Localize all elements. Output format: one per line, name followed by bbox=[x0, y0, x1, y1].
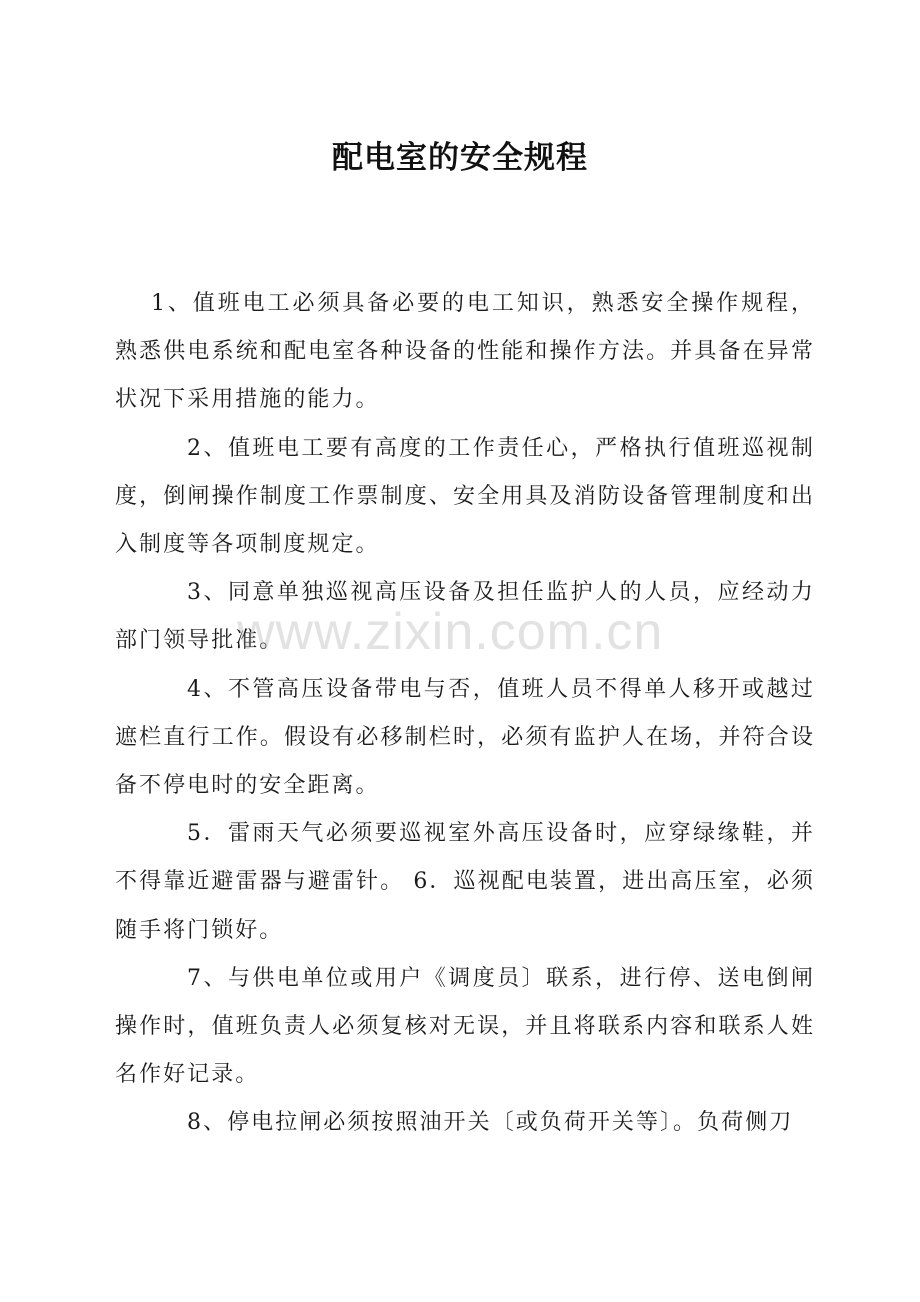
watermark-text: www.zixin.com.cn bbox=[237, 603, 664, 661]
paragraph-7: 8、停电拉闸必须按照油开关〔或负荷开关等〕。负荷侧刀 bbox=[187, 1110, 794, 1136]
paragraph-1: 1、值班电工必须具备必要的电工知识，熟悉安全操作规程，熟悉供电系统和配电室各种设备的性能和操作方法。并具备在异常状况下采用措施的能力。 bbox=[115, 291, 815, 413]
paragraph-6: 7、与供电单位或用户《调度员〕联系，进行停、送电倒闸操作时，值班负责人必须复核对无误，并且将联系内容和联系人姓名作好记录。 bbox=[115, 965, 815, 1088]
paragraph-5: 5．雷雨天气必须要巡视室外高压设备时，应穿绿缘鞋，并不得靠近避雷器与避雷针。 6．巡视配电装置，进出高压室，必须随手将门锁好。 bbox=[115, 821, 815, 943]
document-body bbox=[115, 280, 815, 1148]
paragraph-4: 4、不管高压设备带电与否，值班人员不得单人移开或越过遮栏直行工作。假设有必移制栏时，必须有监护人在场，并符合设备不停电时的安全距离。 bbox=[115, 676, 815, 799]
document-title: 配电室的安全规程 bbox=[332, 140, 588, 176]
paragraph-3: 3、同意单独巡视高压设备及担任监护人的人员，应经动力部门领导批准。 bbox=[115, 580, 815, 654]
paragraph-2: 2、值班电工要有高度的工作责任心，严格执行值班巡视制度，倒闸操作制度工作票制度、安全用具及消防设备管理制度和出入制度等各项制度规定。 bbox=[115, 435, 815, 558]
